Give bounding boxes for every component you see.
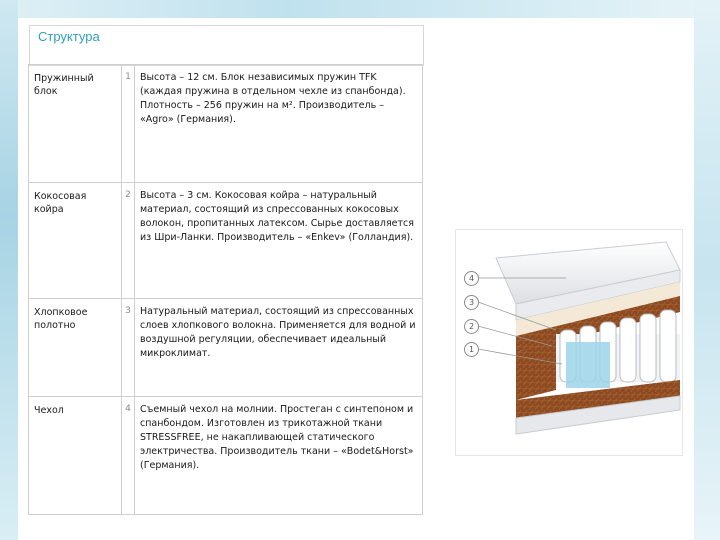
mattress-cross-section (456, 230, 682, 455)
layer-description: Высота – 12 см. Блок независимых пружин TFK (каждая пружина в отдельном чехле из спанбонда). Плотность – 256 пружин на м². Производитель – «Agro» (Германия). (135, 65, 423, 183)
coir-layer-side (516, 342, 556, 400)
structure-table (28, 64, 423, 515)
table-row (29, 299, 423, 397)
callout-marker-4: 4 (464, 271, 479, 286)
left-decor-bar (0, 0, 18, 540)
callout-marker-3: 3 (464, 295, 479, 310)
right-decor-bar (694, 0, 720, 540)
foam-insert (566, 342, 610, 388)
table-row (29, 183, 423, 299)
layer-name: Чехол (29, 397, 122, 515)
layer-description: Натуральный материал, состоящий из спрессованных слоев хлопкового волокна. Применяется для водной и воздушной регуляции, обеспечивает идеальный микроклимат. (135, 299, 423, 397)
layer-name: Пружинный блок (29, 65, 122, 183)
table-row (29, 65, 423, 183)
layer-number: 4 (122, 397, 135, 515)
table-row (29, 397, 423, 515)
layer-description: Съемный чехол на молнии. Простеган с синтепоном и спанбондом. Изготовлен из трикотажной ткани STRESSFREE, не накапливающей статического электричества. Производитель ткани – «Bodet&Horst» (Германия). (135, 397, 423, 515)
layer-number: 1 (122, 65, 135, 183)
layer-number: 2 (122, 183, 135, 299)
slide-title: Структура (38, 29, 100, 44)
layer-name: Хлопковое полотно (29, 299, 122, 397)
mattress-figure (455, 229, 683, 456)
callout-marker-1: 1 (464, 342, 479, 357)
layer-name: Кокосовая койра (29, 183, 122, 299)
layer-description: Высота – 3 см. Кокосовая койра – натуральный материал, состоящий из спрессованных кокосовых волокон, пропитанных латексом. Сырье доставляется из Шри-Ланки. Производитель – «Enkev» (Голландия). (135, 183, 423, 299)
callout-marker-2: 2 (464, 319, 479, 334)
layer-number: 3 (122, 299, 135, 397)
top-decor-band (0, 0, 720, 18)
